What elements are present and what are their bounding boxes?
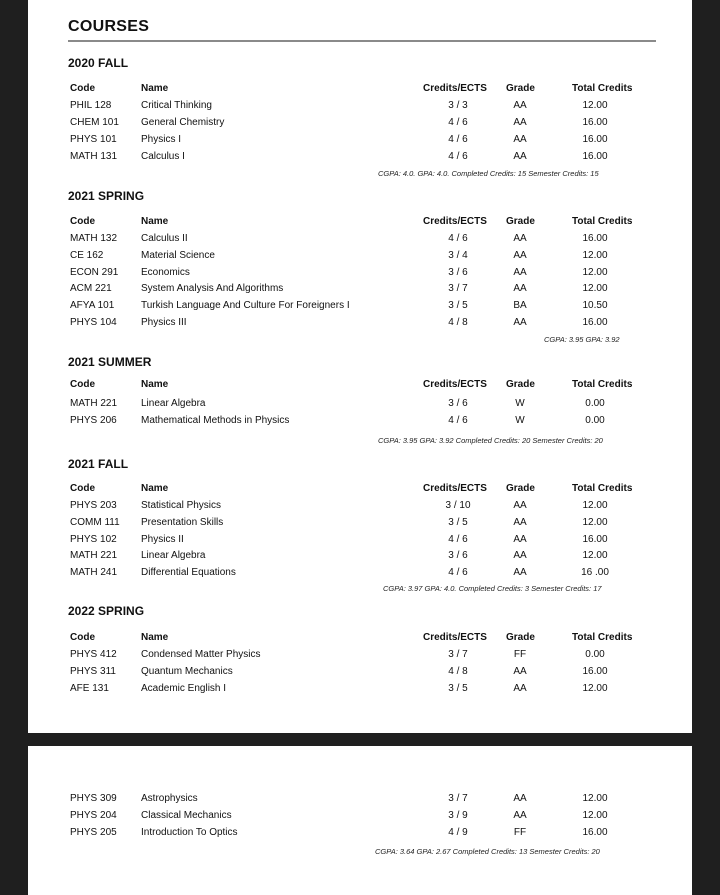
course-code: MATH 221: [70, 398, 118, 409]
course-credits: 4 / 6: [448, 533, 468, 545]
semester-summary: CGPA: 3.95 GPA: 3.92 Completed Credits: 20 Semester Credits: 20: [378, 436, 603, 445]
semester-heading: 2022 SPRING: [68, 604, 145, 618]
column-header-grade: Grade: [506, 379, 535, 390]
course-name: General Chemistry: [141, 117, 225, 128]
course-row: [28, 531, 692, 548]
course-grade: AA: [513, 266, 527, 278]
course-code: COMM 111: [70, 516, 120, 528]
title-divider: [68, 40, 656, 42]
column-header-name: Name: [141, 216, 169, 227]
course-name: Statistical Physics: [141, 500, 222, 511]
course-row: [28, 230, 692, 247]
course-row: [28, 790, 692, 807]
course-row: [28, 395, 692, 412]
course-row: [28, 497, 692, 514]
course-credits: 3 / 9: [448, 810, 468, 821]
column-header-total: Total Credits: [572, 483, 633, 494]
course-total-credits: 0.00: [585, 649, 605, 660]
column-header-credits: Credits/ECTS: [423, 379, 487, 390]
course-credits: 3 / 10: [445, 500, 471, 511]
course-name: Introduction To Optics: [141, 827, 238, 838]
course-grade: AA: [513, 151, 527, 162]
course-grade: AA: [513, 117, 527, 128]
course-credits: 4 / 6: [448, 151, 468, 162]
semester-summary: CGPA: 3.97 GPA: 4.0. Completed Credits: 3 Semester Credits: 17: [383, 584, 602, 593]
course-code: PHYS 203: [70, 500, 117, 511]
course-name: Material Science: [141, 249, 215, 261]
course-total-credits: 12.00: [582, 793, 608, 804]
course-name: Critical Thinking: [141, 100, 212, 111]
course-total-credits: 16.00: [582, 134, 608, 145]
course-total-credits: 12.00: [582, 100, 608, 111]
course-name: System Analysis And Algorithms: [141, 283, 284, 295]
course-total-credits: 12.00: [582, 500, 608, 511]
course-code: PHYS 101: [70, 134, 117, 145]
course-row: [28, 646, 692, 663]
course-grade: FF: [513, 827, 527, 838]
semester-summary: CGPA: 3.64 GPA: 2.67 Completed Credits: 13 Semester Credits: 20: [375, 847, 600, 856]
course-total-credits: 12.00: [582, 266, 608, 278]
course-name: Linear Algebra: [141, 398, 206, 409]
course-code: PHYS 104: [70, 317, 117, 328]
course-grade: AA: [513, 134, 527, 145]
course-total-credits: 12.00: [582, 550, 608, 562]
semester-summary: CGPA: 4.0. GPA: 4.0. Completed Credits: 15 Semester Credits: 15: [378, 169, 599, 178]
course-grade: W: [515, 415, 525, 426]
course-code: MATH 221: [70, 550, 118, 562]
course-credits: 3 / 6: [448, 550, 468, 562]
course-grade: AA: [513, 516, 527, 528]
course-row: [28, 824, 692, 841]
table-header-row: [28, 480, 692, 497]
column-header-code: Code: [70, 379, 95, 390]
course-code: MATH 132: [70, 233, 118, 244]
course-code: PHYS 412: [70, 649, 117, 660]
course-name: Economics: [141, 266, 190, 278]
semester-heading: 2021 SPRING: [68, 189, 145, 203]
course-row: [28, 280, 692, 297]
course-grade: AA: [513, 550, 527, 562]
table-header-row: [28, 213, 692, 230]
course-total-credits: 0.00: [585, 415, 605, 426]
course-total-credits: 12.00: [582, 283, 608, 295]
course-row: [28, 247, 692, 264]
course-credits: 4 / 6: [448, 567, 468, 579]
course-total-credits: 16.00: [582, 233, 608, 244]
course-grade: AA: [513, 683, 527, 694]
course-name: Calculus I: [141, 151, 185, 162]
course-name: Turkish Language And Culture For Foreigners I: [141, 300, 350, 312]
course-total-credits: 16.00: [582, 827, 608, 838]
course-credits: 4 / 8: [448, 317, 468, 328]
course-row: [28, 97, 692, 114]
column-header-name: Name: [141, 632, 169, 643]
column-header-total: Total Credits: [572, 216, 633, 227]
course-name: Calculus II: [141, 233, 188, 244]
course-code: AFYA 101: [70, 300, 115, 312]
column-header-credits: Credits/ECTS: [423, 632, 487, 643]
course-grade: AA: [513, 100, 527, 111]
column-header-grade: Grade: [506, 83, 535, 94]
course-row: [28, 131, 692, 148]
column-header-total: Total Credits: [572, 379, 633, 390]
course-grade: AA: [513, 283, 527, 295]
course-grade: AA: [513, 666, 527, 677]
course-row: [28, 412, 692, 429]
semester-heading: 2021 SUMMER: [68, 355, 152, 369]
course-row: [28, 514, 692, 531]
column-header-grade: Grade: [506, 632, 535, 643]
course-credits: 3 / 4: [448, 249, 468, 261]
course-credits: 3 / 5: [448, 683, 468, 694]
course-total-credits: 0.00: [585, 398, 605, 409]
course-total-credits: 16.00: [582, 151, 608, 162]
column-header-total: Total Credits: [572, 632, 633, 643]
column-header-credits: Credits/ECTS: [423, 216, 487, 227]
course-credits: 4 / 8: [448, 666, 468, 677]
course-total-credits: 12.00: [582, 516, 608, 528]
course-total-credits: 10.50: [582, 300, 608, 312]
column-header-name: Name: [141, 379, 169, 390]
course-grade: BA: [513, 300, 527, 312]
course-total-credits: 16 .00: [581, 567, 609, 579]
course-name: Academic English I: [141, 683, 227, 694]
course-credits: 4 / 6: [448, 117, 468, 128]
course-credits: 3 / 6: [448, 398, 468, 409]
table-header-row: [28, 80, 692, 97]
course-name: Differential Equations: [141, 567, 236, 579]
column-header-grade: Grade: [506, 216, 535, 227]
column-header-credits: Credits/ECTS: [423, 83, 487, 94]
column-header-code: Code: [70, 216, 95, 227]
transcript-page-1: [28, 0, 692, 733]
course-name: Classical Mechanics: [141, 810, 232, 821]
course-grade: AA: [513, 233, 527, 244]
course-grade: AA: [513, 567, 527, 579]
course-code: ACM 221: [70, 283, 112, 295]
course-code: PHYS 102: [70, 533, 117, 545]
course-name: Condensed Matter Physics: [141, 649, 261, 660]
course-credits: 3 / 7: [448, 649, 468, 660]
column-header-name: Name: [141, 483, 169, 494]
course-credits: 3 / 7: [448, 793, 468, 804]
transcript-page-2: [28, 746, 692, 895]
course-grade: W: [515, 398, 525, 409]
course-credits: 3 / 5: [448, 516, 468, 528]
column-header-code: Code: [70, 632, 95, 643]
course-code: PHYS 205: [70, 827, 117, 838]
course-total-credits: 16.00: [582, 533, 608, 545]
course-grade: AA: [513, 500, 527, 511]
table-header-row: [28, 629, 692, 646]
course-name: Presentation Skills: [141, 516, 224, 528]
course-code: MATH 131: [70, 151, 118, 162]
course-code: AFE 131: [70, 683, 109, 694]
course-code: CHEM 101: [70, 117, 119, 128]
course-code: PHYS 309: [70, 793, 117, 804]
course-row: [28, 564, 692, 581]
course-row: [28, 114, 692, 131]
course-row: [28, 547, 692, 564]
column-header-total: Total Credits: [572, 83, 633, 94]
semester-heading: 2021 FALL: [68, 457, 129, 471]
course-row: [28, 663, 692, 680]
course-name: Physics II: [141, 533, 184, 545]
course-total-credits: 16.00: [582, 117, 608, 128]
course-grade: AA: [513, 533, 527, 545]
course-credits: 4 / 9: [448, 827, 468, 838]
course-name: Quantum Mechanics: [141, 666, 233, 677]
course-row: [28, 297, 692, 314]
course-total-credits: 12.00: [582, 810, 608, 821]
column-header-code: Code: [70, 483, 95, 494]
semester-summary: CGPA: 3.95 GPA: 3.92: [544, 335, 620, 344]
course-credits: 3 / 5: [448, 300, 468, 312]
course-name: Physics I: [141, 134, 182, 145]
course-code: PHIL 128: [70, 100, 112, 111]
course-row: [28, 314, 692, 331]
course-code: MATH 241: [70, 567, 118, 579]
course-row: [28, 807, 692, 824]
column-header-grade: Grade: [506, 483, 535, 494]
course-row: [28, 148, 692, 165]
table-header-row: [28, 376, 692, 393]
course-total-credits: 12.00: [582, 683, 608, 694]
course-name: Physics III: [141, 317, 187, 328]
column-header-credits: Credits/ECTS: [423, 483, 487, 494]
course-grade: AA: [513, 317, 527, 328]
course-row: [28, 680, 692, 697]
course-credits: 4 / 6: [448, 233, 468, 244]
course-grade: FF: [513, 649, 527, 660]
course-credits: 4 / 6: [448, 134, 468, 145]
semester-heading: 2020 FALL: [68, 56, 129, 70]
page-title: COURSES: [68, 18, 150, 35]
course-code: CE 162: [70, 249, 104, 261]
column-header-code: Code: [70, 83, 95, 94]
course-name: Astrophysics: [141, 793, 198, 804]
course-grade: AA: [513, 793, 527, 804]
course-code: PHYS 311: [70, 666, 116, 677]
course-code: PHYS 204: [70, 810, 117, 821]
course-grade: AA: [513, 249, 527, 261]
column-header-name: Name: [141, 83, 169, 94]
course-credits: 4 / 6: [448, 415, 468, 426]
course-code: ECON 291: [70, 266, 119, 278]
course-credits: 3 / 7: [448, 283, 468, 295]
course-credits: 3 / 3: [448, 100, 468, 111]
course-name: Mathematical Methods in Physics: [141, 415, 290, 426]
course-code: PHYS 206: [70, 415, 117, 426]
course-name: Linear Algebra: [141, 550, 206, 562]
course-total-credits: 16.00: [582, 666, 608, 677]
course-total-credits: 16.00: [582, 317, 608, 328]
course-total-credits: 12.00: [582, 249, 608, 261]
course-grade: AA: [513, 810, 527, 821]
course-credits: 3 / 6: [448, 266, 468, 278]
course-row: [28, 264, 692, 281]
